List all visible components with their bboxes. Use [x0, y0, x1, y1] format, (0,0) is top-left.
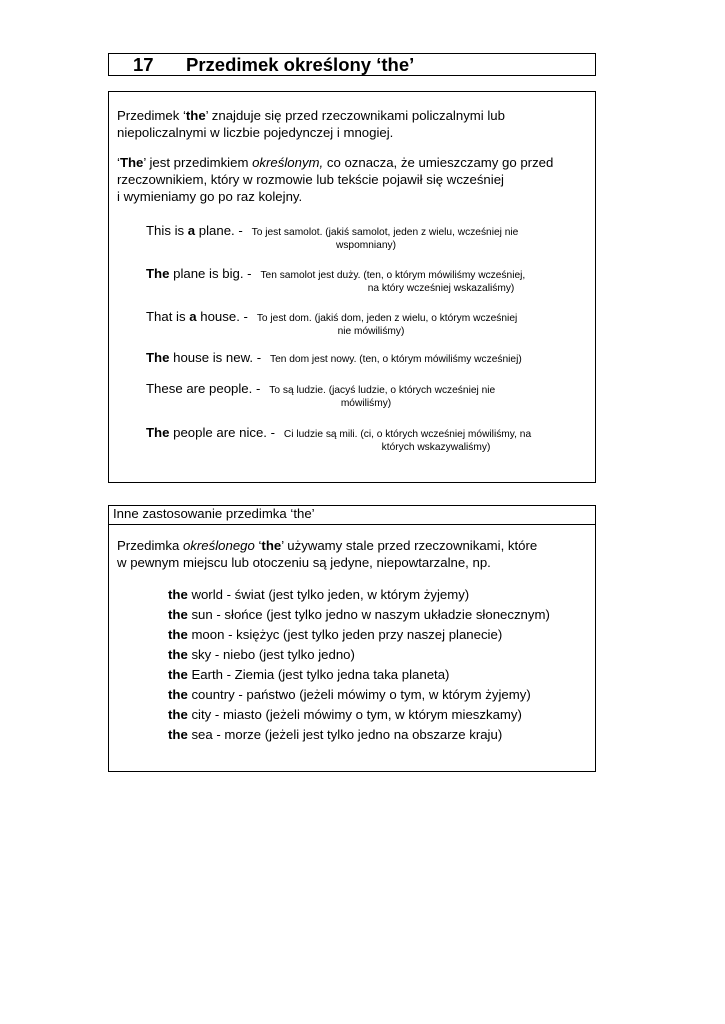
list-item-article: the [168, 727, 188, 742]
definition-text: ’ jest przedimkiem [143, 155, 253, 170]
usage-article: the [261, 538, 282, 553]
example-polish-cont: wspomniany) [335, 240, 397, 251]
explanation-box [108, 91, 596, 483]
section-number: 17 [133, 54, 154, 75]
usage-text: Przedimka [117, 538, 183, 553]
list-item-article: the [168, 607, 188, 622]
definition-text: co oznacza, że umieszczamy go przed [323, 155, 554, 170]
list-item [168, 665, 550, 685]
example-item [146, 222, 586, 253]
example-polish: To jest dom. (jakiś dom, jeden z wielu, o którym wcześniej [256, 313, 518, 324]
usage-text: ‘ [254, 538, 262, 553]
usage-text: ’ używamy stale przed rzeczownikami, które [281, 538, 538, 553]
example-item [146, 424, 586, 455]
usage-paragraph [117, 537, 537, 571]
example-polish-cont: których wskazywaliśmy) [381, 442, 491, 453]
example-english: That is [146, 309, 190, 324]
list-item-text: sea - morze (jeżeli jest tylko jedno na obszarze kraju) [187, 727, 503, 742]
example-polish: Ten samolot jest duży. (ten, o którym mówiliśmy wcześniej, [260, 270, 526, 281]
intro-text: Przedimek ‘ [117, 108, 186, 123]
usage-term: określonego [182, 538, 255, 553]
example-article: The [146, 425, 170, 440]
example-item [146, 308, 586, 339]
example-article: The [146, 266, 170, 281]
example-polish-cont: na który wcześniej wskazaliśmy) [367, 283, 515, 294]
definition-term: określonym, [252, 155, 324, 170]
example-item [146, 349, 586, 367]
list-item-article: the [168, 667, 188, 682]
example-item [146, 265, 586, 296]
intro-article: the [185, 108, 206, 123]
definition-paragraph [117, 154, 553, 205]
list-item [168, 625, 550, 645]
example-polish: To jest samolot. (jakiś samolot, jeden z wielu, wcześniej nie [251, 227, 519, 238]
list-item-text: Earth - Ziemia (jest tylko jedna taka planeta) [187, 667, 450, 682]
list-item [168, 645, 550, 665]
definition-text: rzeczownikiem, który w rozmowie lub tekście pojawił się wcześniej [117, 172, 504, 187]
example-english: This is [146, 223, 188, 238]
example-article: a [187, 223, 196, 238]
list-item [168, 725, 550, 745]
example-item [146, 380, 586, 411]
title-box [108, 53, 596, 76]
list-item-article: the [168, 707, 188, 722]
unique-nouns-list [168, 585, 550, 745]
intro-paragraph [117, 107, 505, 141]
example-polish: Ci ludzie są mili. (ci, o których wcześniej mówiliśmy, na [283, 429, 532, 440]
example-polish: To są ludzie. (jacyś ludzie, o których wcześniej nie [269, 385, 496, 396]
list-item-text: sky - niebo (jest tylko jedno) [187, 647, 355, 662]
example-polish: Ten dom jest nowy. (ten, o którym mówiliśmy wcześniej) [269, 354, 522, 365]
example-english: people are nice. - [169, 425, 276, 440]
list-item-article: the [168, 687, 188, 702]
list-item-text: moon - księżyc (jest tylko jeden przy naszej planecie) [187, 627, 503, 642]
other-usage-header: Inne zastosowanie przedimka ‘the’ [109, 506, 595, 525]
list-item [168, 685, 550, 705]
list-item-text: world - świat (jest tylko jeden, w którym żyjemy) [187, 587, 470, 602]
definition-article: The [119, 155, 144, 170]
list-item-article: the [168, 647, 188, 662]
example-polish-cont: mówiliśmy) [340, 398, 392, 409]
example-article: a [189, 309, 197, 324]
list-item-article: the [168, 627, 188, 642]
definition-text: i wymieniamy go po raz kolejny. [117, 189, 303, 204]
list-item [168, 705, 550, 725]
intro-text: niepoliczalnymi w liczbie pojedynczej i mnogiej. [117, 125, 394, 140]
list-item-text: country - państwo (jeżeli mówimy o tym, w którym żyjemy) [187, 687, 531, 702]
example-english: house. - [196, 309, 248, 324]
list-item [168, 585, 550, 605]
example-english: house is new. - [169, 350, 262, 365]
other-usage-box [108, 505, 596, 772]
list-item-text: sun - słońce (jest tylko jedno w naszym układzie słonecznym) [187, 607, 550, 622]
list-item-text: city - miasto (jeżeli mówimy o tym, w którym mieszkamy) [187, 707, 522, 722]
example-english: plane. - [195, 223, 243, 238]
page-title: Przedimek określony ‘the’ [186, 54, 415, 75]
list-item-article: the [168, 587, 188, 602]
example-polish-cont: nie mówiliśmy) [337, 326, 405, 337]
list-item [168, 605, 550, 625]
example-english: These are people. - [146, 381, 261, 396]
example-article: The [146, 350, 170, 365]
usage-text: w pewnym miejscu lub otoczeniu są jedyne, niepowtarzalne, np. [117, 555, 491, 570]
example-english: plane is big. - [169, 266, 252, 281]
definition-text: ‘ [117, 155, 120, 170]
intro-text: ’ znajduje się przed rzeczownikami policzalnymi lub [205, 108, 505, 123]
